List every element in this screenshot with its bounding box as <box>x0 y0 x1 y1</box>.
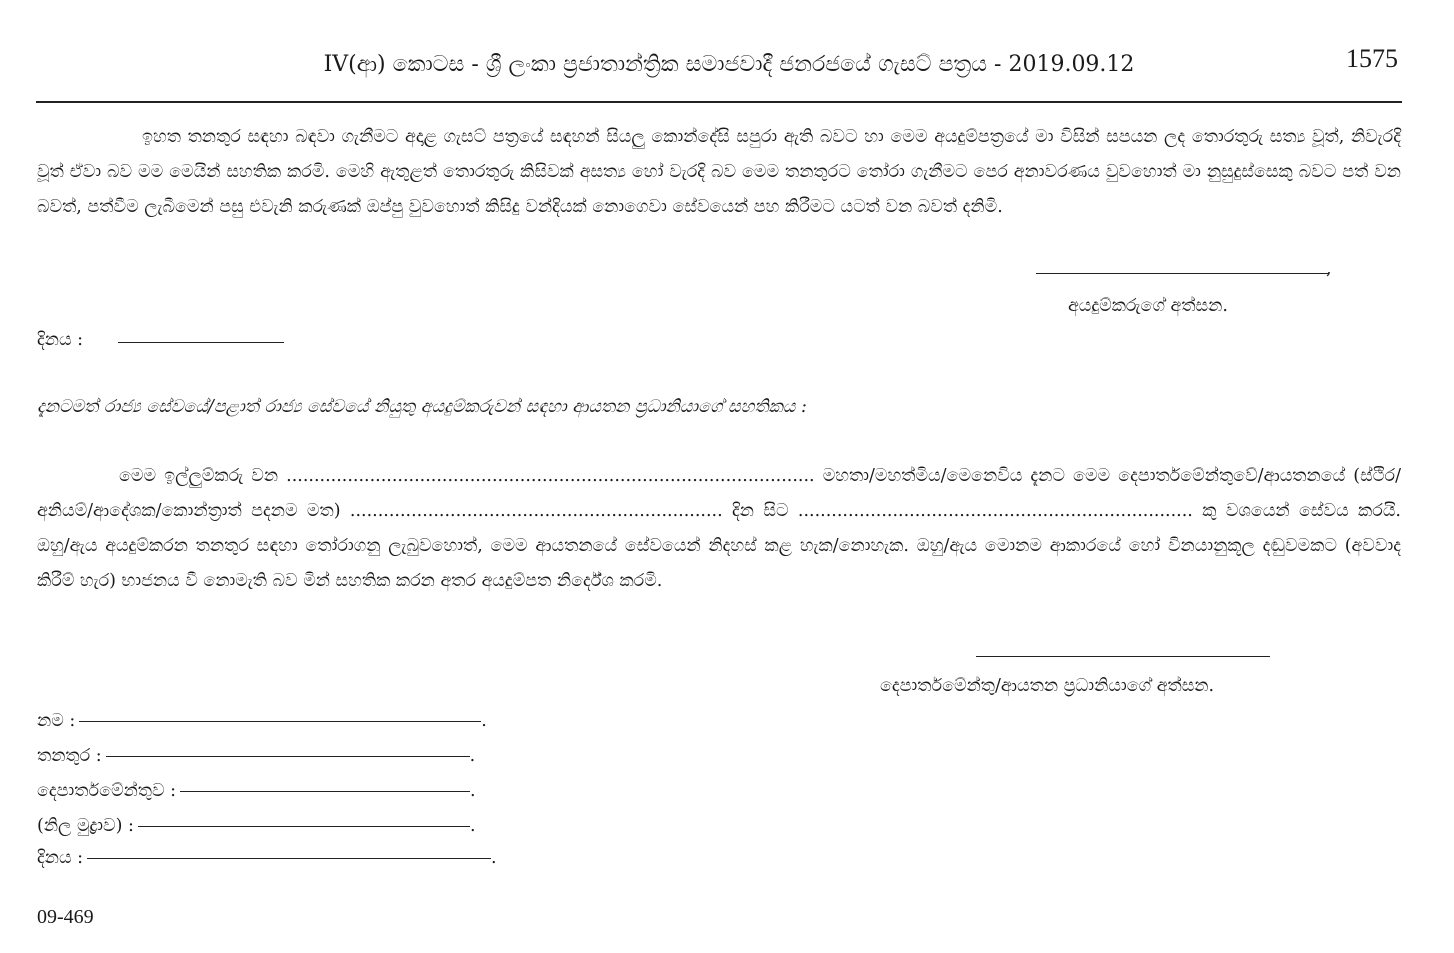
page-header-title: IV(ආ) කොටස - ශ්‍රී ලංකා ප්‍රජාතාන්ත්‍රික සමාජවාදී ජනරජයේ ගැසට් පත්‍රය - 2019.09.12 <box>323 52 1135 77</box>
name-field <box>37 706 487 736</box>
date-field <box>37 843 497 873</box>
department-field-end: . <box>470 781 476 801</box>
date-line <box>118 342 284 343</box>
footer-code: 09-469 <box>37 906 94 928</box>
date-field-line <box>87 858 491 859</box>
official-seal-field <box>37 811 476 841</box>
official-seal-field-end: . <box>469 816 476 836</box>
head-signature-line <box>976 656 1270 657</box>
official-seal-field-line <box>138 826 470 827</box>
department-field <box>37 776 476 806</box>
name-field-end: . <box>481 711 487 731</box>
applicant-signature-line <box>1036 273 1328 274</box>
date-label: දිනය : <box>37 330 84 350</box>
position-field-label: තනතුර : <box>37 746 102 766</box>
name-field-label: නම : <box>37 711 76 731</box>
department-field-label: දෙපාර්තමේන්තුව : <box>37 781 177 801</box>
official-seal-field-label: (නිල මුද්‍රාව) : <box>37 816 134 836</box>
position-field-end: . <box>469 746 476 766</box>
signature-comma: , <box>1326 259 1332 279</box>
position-field-line <box>106 756 470 757</box>
position-field <box>37 741 475 771</box>
department-field-line <box>180 791 470 792</box>
certificate-heading: දැනටමත් රාජ්‍ය සේවයේ/පළාත් රාජ්‍ය සේවයේ නියුතු අයදුම්කරුවන් සඳහා ආයතන ප්‍රධානියාගේ සහතිකය : <box>37 397 807 417</box>
applicant-signature-label: අයදුම්කරුගේ අත්සන. <box>1068 296 1228 316</box>
header-rule <box>36 101 1402 103</box>
date-field-end: . <box>491 848 497 868</box>
head-signature-label: දෙපාර්තමේන්තු/ආයතන ප්‍රධානියාගේ අත්සන. <box>880 676 1215 696</box>
name-field-line <box>79 721 481 722</box>
page-number: 1575 <box>1346 44 1398 73</box>
declaration-paragraph: ඉහත තනතුර සඳහා බඳවා ගැනීමට අදාළ ගැසට් පත්‍රයේ සඳහන් සියලු කොන්දේසි සපුරා ඇති බවට හා මෙම අයදුම්පත්‍රයේ මා විසින් සපයන ලද තොරතුරු සත්‍ය වූත්, නිවැරදි වූත් ඒවා බව මම මෙයින් සහතික කරමි. මෙහි ඇතුළත් තොරතුරු කිසිවක් අසත්‍ය හෝ වැරදි බව මෙම තනතුරට තෝරා ගැනීමට පෙර අනාවරණය වුවහොත් මා නුසුදුස්සෙකු බවට පත් වන බවත්, පත්වීම ලැබීමෙන් පසු එවැනි කරුණක් ඔප්පු වුවහොත් කිසිදු වන්දියක් නොගෙවා සේවයෙන් පහ කිරීමට යටත් වන බවත් දනිමි. <box>37 127 1401 217</box>
certificate-paragraph: මෙම ඉල්ලුම්කරු වන ............................................................................................... මහතා/මහත්මිය/මෙනෙවිය දැනට මෙම දෙපාර්තමේන්තුවේ/ආයතනයේ (ස්ථිර/අනියම්/ආදේශක/කොන්ත්‍රාත් පදනම මත) ................................................................... දින සිට ....................................................................... කු වශයෙන් සේවය කරයි. ඔහු/ඇය අයදුම්කරන තනතුර සඳහා තෝරාගනු ලැබුවහොත්, මෙම ආයතනයේ සේවයෙන් නිදහස් කළ හැක/නොහැක. ඔහු/ඇය මොනම ආකාරයේ හෝ විනයානුකූල දඬුවමකට (අවවාද කිරීම් හැර) භාජනය වී නොමැති බව මින් සහතික කරන අතර අයදුම්පත නිර්දේශ කරමි. <box>37 466 1401 591</box>
date-field-label: දිනය : <box>37 848 84 868</box>
